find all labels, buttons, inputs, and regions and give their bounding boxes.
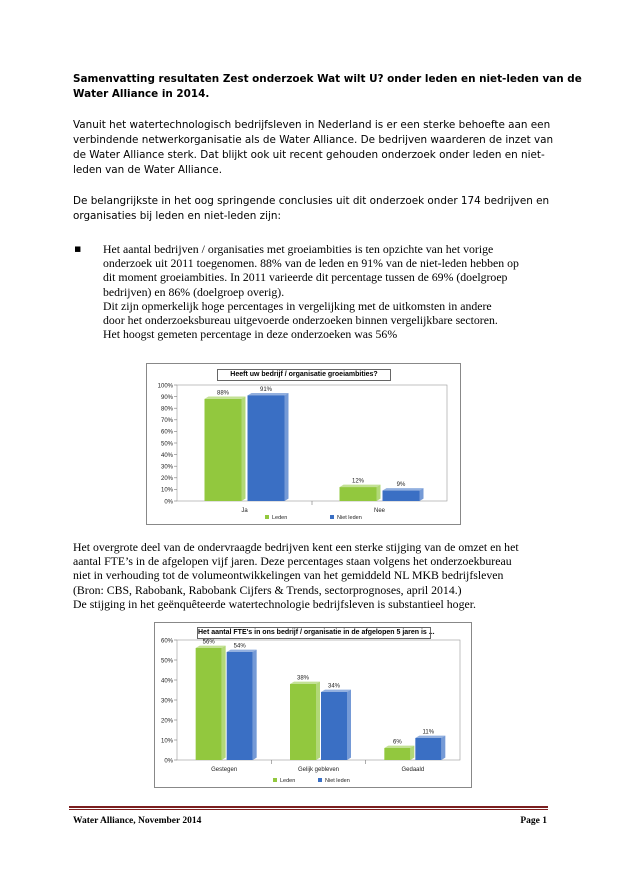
y-tick-label: 80%	[160, 406, 173, 413]
y-tick-label: 50%	[160, 441, 173, 448]
data-label: 88%	[216, 390, 230, 397]
bar-top	[205, 397, 246, 399]
title-line: Samenvatting resultaten Zest onderzoek Wat wilt U? onder leden en niet-leden van de	[73, 73, 582, 85]
text-line: (Bron: CBS, Rabobank, Rabobank Cijfers & Trends, sectorprognoses, april 2014.)	[73, 582, 462, 597]
lead-paragraph	[73, 194, 549, 224]
bar-top	[340, 485, 381, 487]
text-line: aantal FTE’s in de afgelopen vijf jaren. Deze percentages staan volgens het onderzoekbureau	[73, 554, 512, 569]
bar-side	[441, 736, 445, 760]
data-label: 9%	[396, 482, 406, 489]
footer-rule	[69, 809, 548, 810]
bar-niet-leden	[415, 738, 441, 760]
bar-niet-leden	[248, 395, 285, 501]
bar-side	[347, 690, 351, 760]
bar-side	[410, 746, 414, 760]
legend-label: Niet leden	[337, 515, 362, 521]
y-tick-label: 60%	[160, 429, 173, 436]
bar-leden	[340, 487, 377, 501]
text-line: de Water Alliance sterk. Dat blijkt ook uit recent gehouden onderzoek onder leden en niet-	[73, 149, 545, 161]
bullet-square-icon: ▪	[74, 242, 82, 255]
text-line: Het aantal bedrijven / organisaties met groeiambities is ten opzichte van het vorige	[103, 242, 494, 256]
data-label: 6%	[392, 739, 402, 746]
data-label: 38%	[296, 675, 310, 682]
bar-top	[415, 736, 445, 738]
bar-niet-leden	[227, 652, 253, 760]
y-tick-label: 40%	[160, 678, 173, 685]
chart-groeiambities	[146, 363, 461, 525]
text-line: verbindende netwerkorganisatie als de Water Alliance. De bedrijven waarderen de inzet van	[73, 134, 554, 146]
legend-label: Leden	[272, 515, 288, 521]
data-label: 91%	[259, 387, 273, 394]
chart-title: Heeft uw bedrijf / organisatie groeiambities?	[217, 369, 391, 381]
bar-top	[196, 646, 226, 648]
text-line: De belangrijkste in het oog springende conclusies uit dit onderzoek onder 174 bedrijven en	[73, 195, 550, 207]
bar-side	[222, 646, 226, 760]
x-category-label: Gelijk gebleven	[297, 767, 340, 773]
legend-label: Leden	[280, 778, 296, 784]
text-line: bedrijven) en 86% (doelgroep overig).	[103, 284, 285, 299]
document-title	[73, 72, 582, 102]
y-tick-label: 50%	[160, 658, 173, 665]
title-line: Water Alliance in 2014.	[73, 88, 210, 100]
data-label: 54%	[233, 643, 246, 650]
footer-rule	[69, 806, 548, 808]
bar-leden	[196, 648, 222, 760]
text-line: Het overgrote deel van de ondervraagde bedrijven kent een sterke stijging van de omzet en het	[73, 540, 519, 554]
data-label: 12%	[351, 478, 365, 485]
bar-side	[242, 397, 246, 501]
bar-leden	[205, 399, 242, 501]
legend-swatch	[330, 515, 334, 519]
chart-fte	[154, 622, 472, 788]
text-line: onderzoek uit 2011 toegenomen. 88% van de leden en 91% van de niet-leden hebben op	[103, 256, 519, 271]
y-tick-label: 30%	[160, 464, 173, 471]
text-line: organisaties bij leden en niet-leden zijn:	[73, 210, 282, 222]
bar-leden	[384, 748, 410, 760]
data-label: 11%	[422, 729, 435, 736]
legend-swatch	[265, 515, 269, 519]
bar-niet-leden	[383, 491, 420, 501]
bar-top	[290, 682, 320, 684]
bar-top	[248, 393, 289, 395]
chart-plot	[147, 364, 460, 524]
bullet-text	[103, 242, 519, 341]
bar-top	[383, 488, 424, 490]
legend-swatch	[273, 778, 277, 782]
bar-top	[227, 650, 257, 652]
bar-leden	[290, 684, 316, 760]
bar-side	[253, 650, 257, 760]
bar-top	[321, 690, 351, 692]
text-line: Het hoogst gemeten percentage in deze onderzoeken was 56%	[103, 327, 398, 342]
intro-paragraph	[73, 118, 553, 178]
fte-paragraph	[73, 540, 519, 611]
y-tick-label: 0%	[164, 758, 173, 765]
text-line: door het onderzoeksbureau uitgevoerde onderzoeken binnen vergelijkbare sectoren.	[103, 313, 498, 328]
y-tick-label: 20%	[160, 718, 173, 725]
y-tick-label: 60%	[160, 638, 173, 645]
x-category-label: Nee	[373, 508, 386, 514]
y-tick-label: 10%	[160, 738, 173, 745]
chart-plot	[155, 623, 471, 787]
y-tick-label: 40%	[160, 452, 173, 459]
text-line: niet in verhouding tot de volumeontwikkelingen van het gemiddeld NL MKB bedrijfsleven	[73, 568, 504, 583]
x-category-label: Gestegen	[211, 767, 238, 773]
y-tick-label: 20%	[160, 476, 173, 483]
bar-side	[316, 682, 320, 760]
footer-left: Water Alliance, November 2014	[73, 816, 202, 826]
footer-page-number: Page 1	[520, 816, 547, 826]
bar-side	[285, 393, 289, 501]
y-tick-label: 90%	[160, 394, 173, 401]
y-tick-label: 70%	[160, 418, 173, 425]
y-tick-label: 10%	[160, 487, 173, 494]
text-line: De stijging in het geënquêteerde watertechnologie bedrijfsleven is substantieel hoger.	[73, 596, 476, 611]
bar-top	[384, 746, 414, 748]
legend-swatch	[318, 778, 322, 782]
text-line: Dit zijn opmerkelijk hoge percentages in vergelijking met de uitkomsten in andere	[103, 298, 492, 313]
y-tick-label: 0%	[164, 499, 173, 506]
x-category-label: Ja	[241, 508, 248, 514]
bar-side	[377, 485, 381, 501]
data-label: 56%	[202, 639, 215, 646]
text-line: leden van de Water Alliance.	[73, 164, 222, 176]
y-tick-label: 30%	[160, 698, 173, 705]
bar-niet-leden	[321, 692, 347, 760]
text-line: dit moment groeiambities. In 2011 varieerde dit percentage tussen de 69% (doelgroep	[103, 270, 508, 285]
chart-title: Het aantal FTE's in ons bedrijf / organisatie in de afgelopen 5 jaren is ...	[197, 627, 431, 639]
legend-label: Niet leden	[325, 778, 350, 784]
y-tick-label: 100%	[157, 383, 173, 390]
data-label: 34%	[327, 683, 341, 690]
x-category-label: Gedaald	[401, 767, 425, 773]
text-line: Vanuit het watertechnologisch bedrijfsleven in Nederland is er een sterke behoefte aan een	[73, 119, 551, 131]
